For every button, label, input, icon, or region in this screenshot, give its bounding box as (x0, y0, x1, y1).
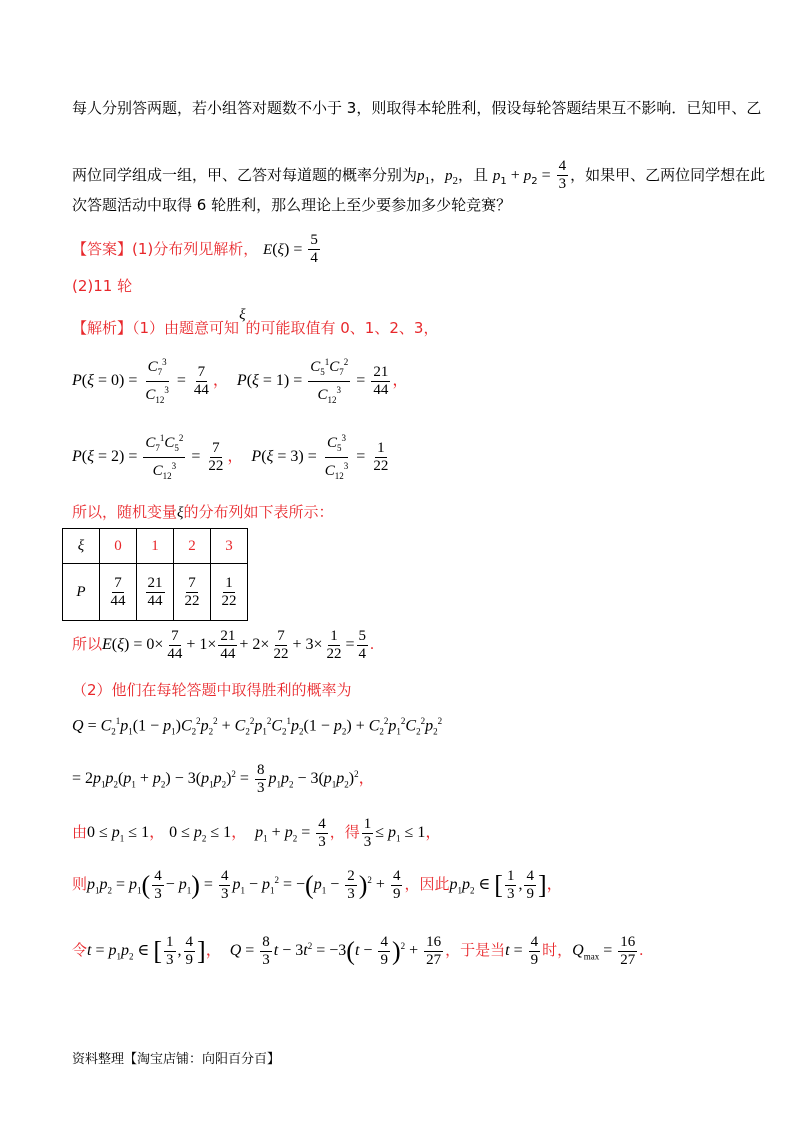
comma: ， (205, 942, 222, 960)
part2-intro: （2）他们在每轮答题中取得胜利的概率为 (72, 681, 352, 699)
problem-line-2: 两位同学组成一组，甲、乙答对每道题的概率分别为$p_1$，$p_2$，且 $p_1 + p_2$ = $\frac{4}{3}$ ，如果甲、乙两位同学想在此 (72, 158, 766, 192)
den: 44 (110, 592, 126, 609)
comma: ， (149, 824, 166, 842)
comma: ， (358, 770, 375, 788)
num: 7 (188, 574, 196, 591)
when2-label: 时， (542, 941, 573, 960)
prob-eq-row-2: P(ξ = 2) = $\frac{C_7^1C_5^2}{C_{12}^3}$ = $\frac{7}{22}$ ， P(ξ = 3) = $\frac{C_5^3}{C_{12}^3}$ = $\frac{1}{22}$ (72, 430, 392, 485)
table-intro-b: 的分布列如下表所示： (183, 503, 334, 521)
period: . (639, 942, 644, 960)
let-label: 令 (72, 941, 88, 960)
prob-eq-row-1: P(ξ = 0) = $\frac{C_7^3}{C_{12}^3}$ = $\frac{7}{44}$ ， P(ξ = 1) = $\frac{C_5^1C_7^2}{C_{12}^3}$ = $\frac{21}{44}$ ， (72, 354, 408, 409)
problem-line-2-sep: ， (430, 166, 446, 184)
table-cell-xi: ξ (63, 529, 100, 564)
table-cell-p: P (63, 564, 100, 621)
analysis-tag: 【解析】 (72, 319, 133, 337)
problem-line-2-pre: 两位同学组成一组，甲、乙答对每道题的概率分别为 (72, 166, 418, 184)
when-label: ，于是当 (445, 941, 506, 960)
comma: ， (392, 372, 409, 390)
period: . (370, 636, 375, 654)
distribution-table (62, 528, 248, 621)
answer-part-2: (2)11 轮 (72, 277, 133, 295)
product-line: 则$p_1p_2 = p_1$( $\frac{4}{3}$ − $p_1$) = $\frac{4}{3}$ $p_1 - p_1^2 = -(p_1$ − $\frac{2}{3}$ )$^2$ + $\frac{4}{9}$ ，因此$p_1p_2$ ∈ [ $\frac{1}{3}$ , $\frac{4}{9}$ ]， (72, 868, 563, 902)
table-row-p (63, 564, 248, 621)
table-cell: 1 (137, 529, 174, 564)
table-cell: 3 (211, 529, 248, 564)
num: 1 (225, 574, 233, 591)
answer-part-1: (1)分布列见解析， (132, 240, 259, 258)
table-cell: 0 (100, 529, 137, 564)
comma: ， (546, 876, 563, 894)
answer-line-1: 【答案】(1)分布列见解析， E(ξ) = $\frac{5}{4}$ (72, 232, 318, 266)
num: 7 (114, 574, 122, 591)
table-cell: 2 (174, 529, 211, 564)
problem-line-3: 次答题活动中取得 6 轮胜利，那么理论上至少要参加多少轮竞赛？ (72, 196, 512, 214)
den: 22 (184, 592, 200, 609)
table-intro-a: 所以，随机变量 (72, 503, 178, 521)
expect-prefix: 所以 (72, 635, 103, 654)
then-label: 则 (72, 875, 88, 894)
table-cell (137, 564, 174, 621)
den: 44 (147, 592, 163, 609)
expectation-line: 所以E(ξ) = 0× $\frac{7}{44}$ + 1× $\frac{21}{44}$ + 2× $\frac{7}{22}$ + 3× $\frac{1}{22}$ = $\frac{5}{4}$ . (72, 628, 375, 662)
comma: ， (231, 824, 248, 842)
analysis-intro: 【解析】（1）由题意可知ξ的可能取值有 0、1、2、3， (72, 307, 439, 337)
table-intro: 所以，随机变量ξ的分布列如下表所示： (72, 503, 334, 521)
max-line: 令$t = p_1p_2$ ∈ [ $\frac{1}{3}$ , $\frac{4}{9}$ ]， Q = $\frac{8}{3}$ $t - 3t^2 = -3(t$ − $\frac{4}{9}$ )$^2$ + $\frac{16}{27}$ ，于是当t = $\frac{4}{9}$ 时，$Q_{max}$ = $\frac{16}{27}$ . (72, 934, 644, 968)
table-cell (174, 564, 211, 621)
table-cell (211, 564, 248, 621)
table-row-xi (63, 529, 248, 564)
answer-tag: 【答案】 (72, 240, 133, 258)
table-cell (100, 564, 137, 621)
num: 21 (147, 574, 163, 591)
den: 22 (221, 592, 237, 609)
footer-text: 资料整理【淘宝店铺：向阳百分百】 (72, 1052, 281, 1067)
comma: ， (227, 448, 244, 466)
problem-line-1: 每人分别答两题，若小组答对题数不小于 3，则取得本轮胜利，假设每轮答题结果互不影响．已知甲、乙 (72, 99, 762, 117)
analysis-intro-a: （1）由题意可知 (132, 319, 240, 337)
q-formula-1: $Q = C_2^1p_1(1 - p_1)C_2^2p_2^2 + C_2^2p_1^2C_2^1p_2(1 - p_2) + C_2^2p_1^2C_2^2p_2^2$ (72, 716, 443, 737)
comma: ， (212, 372, 229, 390)
hence-label: ，因此 (404, 875, 450, 894)
get-label: ，得 (329, 823, 360, 842)
problem-line-2-post: ，如果甲、乙两位同学想在此 (570, 166, 766, 184)
comma: ， (425, 824, 442, 842)
problem-line-2-and: ，且 (458, 166, 489, 184)
range-line: 由$0 \le p_1 \le 1$， $0 \le p_2 \le 1$， $p_1 + p_2$ = $\frac{4}{3}$ ，得 $\frac{1}{3}$ ≤ $p_1 \le 1$， (72, 816, 442, 850)
analysis-intro-b: 的可能取值有 0、1、2、3， (245, 319, 439, 337)
since-label: 由 (72, 823, 88, 842)
q-formula-2: = $2p_1p_2(p_1 + p_2) - 3(p_1p_2)^2$ = $\frac{8}{3}$ $p_1p_2 - 3(p_1p_2)^2$， (72, 762, 375, 796)
